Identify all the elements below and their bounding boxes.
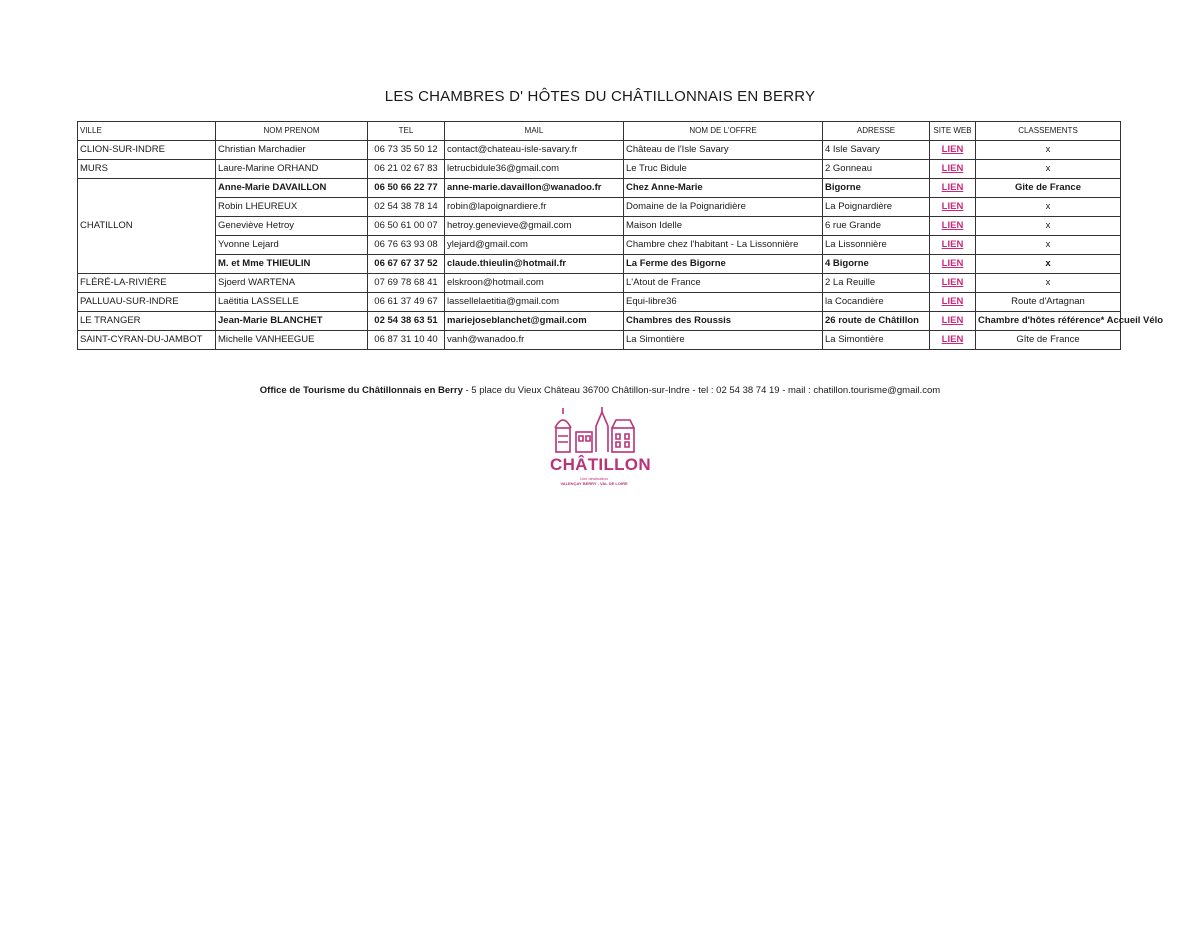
- site-link[interactable]: LIEN: [941, 239, 964, 250]
- name-cell: Jean-Marie BLANCHET: [216, 312, 368, 331]
- mail-cell: claude.thieulin@hotmail.fr: [445, 255, 624, 274]
- classement-cell: x: [976, 255, 1121, 274]
- site-cell: [930, 312, 976, 331]
- footer-org: Office de Tourisme du Châtillonnais en Berry: [259, 385, 463, 396]
- mail-cell: contact@chateau-isle-savary.fr: [445, 141, 624, 160]
- name-cell: Geneviève Hetroy: [216, 217, 368, 236]
- footer-contact: [0, 385, 1200, 396]
- offre-cell: Equi-libre36: [624, 293, 823, 312]
- site-link[interactable]: LIEN: [941, 144, 964, 155]
- table-row: [78, 179, 1121, 198]
- logo-tagline-text: Une destination: [580, 476, 608, 481]
- site-link[interactable]: LIEN: [941, 182, 964, 193]
- adresse-cell: 2 La Reuille: [823, 274, 930, 293]
- name-cell: Laure-Marine ORHAND: [216, 160, 368, 179]
- name-cell: Christian Marchadier: [216, 141, 368, 160]
- table-row: [78, 198, 1121, 217]
- mail-cell: elskroon@hotmail.com: [445, 274, 624, 293]
- offre-cell: Domaine de la Poignaridière: [624, 198, 823, 217]
- name-cell: Yvonne Lejard: [216, 236, 368, 255]
- site-cell: [930, 255, 976, 274]
- mail-cell: lassellelaetitia@gmail.com: [445, 293, 624, 312]
- header-tel: TEL: [368, 122, 445, 141]
- name-cell: M. et Mme THIEULIN: [216, 255, 368, 274]
- site-cell: [930, 331, 976, 350]
- tel-cell: 02 54 38 78 14: [368, 198, 445, 217]
- logo-region: VALENÇAY BERRY - VAL DE LOIRE: [560, 481, 628, 486]
- ville-cell: CHATILLON: [78, 179, 216, 274]
- table-row: [78, 141, 1121, 160]
- name-cell: Robin LHEUREUX: [216, 198, 368, 217]
- tel-cell: 07 69 78 68 41: [368, 274, 445, 293]
- header-nom-prenom: NOM PRENOM: [216, 122, 368, 141]
- site-cell: [930, 179, 976, 198]
- ville-cell: PALLUAU-SUR-INDRE: [78, 293, 216, 312]
- classement-cell: x: [976, 217, 1121, 236]
- offre-cell: Chez Anne-Marie: [624, 179, 823, 198]
- name-cell: Anne-Marie DAVAILLON: [216, 179, 368, 198]
- tel-cell: 06 50 61 00 07: [368, 217, 445, 236]
- offre-cell: L'Atout de France: [624, 274, 823, 293]
- offre-cell: Chambre chez l'habitant - La Lissonnière: [624, 236, 823, 255]
- offre-cell: Maison Idelle: [624, 217, 823, 236]
- site-cell: [930, 141, 976, 160]
- mail-cell: anne-marie.davaillon@wanadoo.fr: [445, 179, 624, 198]
- adresse-cell: 6 rue Grande: [823, 217, 930, 236]
- table-header-row: [78, 122, 1121, 141]
- classement-cell: Gite de France: [976, 179, 1121, 198]
- site-link[interactable]: LIEN: [941, 315, 964, 326]
- tel-cell: 06 61 37 49 67: [368, 293, 445, 312]
- table-row: [78, 312, 1121, 331]
- mail-cell: ylejard@gmail.com: [445, 236, 624, 255]
- tel-cell: 06 76 63 93 08: [368, 236, 445, 255]
- header-adresse: ADRESSE: [823, 122, 930, 141]
- site-cell: [930, 274, 976, 293]
- tel-cell: 06 67 67 37 52: [368, 255, 445, 274]
- ville-cell: MURS: [78, 160, 216, 179]
- site-link[interactable]: LIEN: [941, 277, 964, 288]
- adresse-cell: 2 Gonneau: [823, 160, 930, 179]
- table-row: [78, 160, 1121, 179]
- offre-cell: La Ferme des Bigorne: [624, 255, 823, 274]
- table-row: [78, 255, 1121, 274]
- table-row: [78, 293, 1121, 312]
- site-link[interactable]: LIEN: [941, 296, 964, 307]
- classement-cell: x: [976, 198, 1121, 217]
- site-cell: [930, 293, 976, 312]
- tel-cell: 06 87 31 10 40: [368, 331, 445, 350]
- site-cell: [930, 217, 976, 236]
- table-row: [78, 274, 1121, 293]
- site-cell: [930, 160, 976, 179]
- table-row: [78, 236, 1121, 255]
- name-cell: Laëtitia LASSELLE: [216, 293, 368, 312]
- tel-cell: 06 50 66 22 77: [368, 179, 445, 198]
- name-cell: Michelle VANHEEGUE: [216, 331, 368, 350]
- footer-details: - 5 place du Vieux Château 36700 Châtillon-sur-Indre - tel : 02 54 38 74 19 - mail : chatillon.tourisme@gmail.com: [462, 385, 941, 396]
- site-link[interactable]: LIEN: [941, 201, 964, 212]
- mail-cell: mariejoseblanchet@gmail.com: [445, 312, 624, 331]
- site-cell: [930, 198, 976, 217]
- header-site-web: SITE WEB: [930, 122, 976, 141]
- classement-cell: x: [976, 274, 1121, 293]
- adresse-cell: la Cocandière: [823, 293, 930, 312]
- classement-cell: Route d'Artagnan: [976, 293, 1121, 312]
- site-link[interactable]: LIEN: [941, 220, 964, 231]
- name-cell: Sjoerd WARTENA: [216, 274, 368, 293]
- offre-cell: Château de l'Isle Savary: [624, 141, 823, 160]
- adresse-cell: La Simontière: [823, 331, 930, 350]
- ville-cell: CLION-SUR-INDRE: [78, 141, 216, 160]
- adresse-cell: La Lissonnière: [823, 236, 930, 255]
- logo-tagline: [550, 476, 638, 486]
- logo-name: CHÂTILLON: [550, 455, 651, 474]
- adresse-cell: Bigorne: [823, 179, 930, 198]
- tel-cell: 02 54 38 63 51: [368, 312, 445, 331]
- header-mail: MAIL: [445, 122, 624, 141]
- classement-cell: Chambre d'hôtes référence* Accueil Vélo: [976, 312, 1121, 331]
- site-cell: [930, 236, 976, 255]
- classement-cell: x: [976, 160, 1121, 179]
- offre-cell: La Simontière: [624, 331, 823, 350]
- mail-cell: robin@lapoignardiere.fr: [445, 198, 624, 217]
- site-link[interactable]: LIEN: [941, 258, 964, 269]
- ville-cell: SAINT-CYRAN-DU-JAMBOT: [78, 331, 216, 350]
- header-ville: VILLE: [78, 122, 216, 141]
- adresse-cell: 4 Bigorne: [823, 255, 930, 274]
- site-link[interactable]: LIEN: [941, 334, 964, 345]
- classement-cell: Gîte de France: [976, 331, 1121, 350]
- page-title: LES CHAMBRES D' HÔTES DU CHÂTILLONNAIS EN BERRY: [384, 88, 816, 105]
- adresse-cell: 4 Isle Savary: [823, 141, 930, 160]
- classement-cell: x: [976, 236, 1121, 255]
- table-row: [78, 331, 1121, 350]
- mail-cell: letrucbidule36@gmail.com: [445, 160, 624, 179]
- table-row: [78, 217, 1121, 236]
- ville-cell: FLÉRÉ-LA-RIVIÈRE: [78, 274, 216, 293]
- tel-cell: 06 21 02 67 83: [368, 160, 445, 179]
- adresse-cell: La Poignardière: [823, 198, 930, 217]
- adresse-cell: 26 route de Châtillon: [823, 312, 930, 331]
- guesthouse-table: [77, 121, 1164, 350]
- tel-cell: 06 73 35 50 12: [368, 141, 445, 160]
- header-classements: CLASSEMENTS: [976, 122, 1121, 141]
- mail-cell: hetroy.genevieve@gmail.com: [445, 217, 624, 236]
- classement-cell: x: [976, 141, 1121, 160]
- mail-cell: vanh@wanadoo.fr: [445, 331, 624, 350]
- offre-cell: Le Truc Bidule: [624, 160, 823, 179]
- site-link[interactable]: LIEN: [941, 163, 964, 174]
- header-nom-offre: NOM DE L'OFFRE: [624, 122, 823, 141]
- offre-cell: Chambres des Roussis: [624, 312, 823, 331]
- ville-cell: LE TRANGER: [78, 312, 216, 331]
